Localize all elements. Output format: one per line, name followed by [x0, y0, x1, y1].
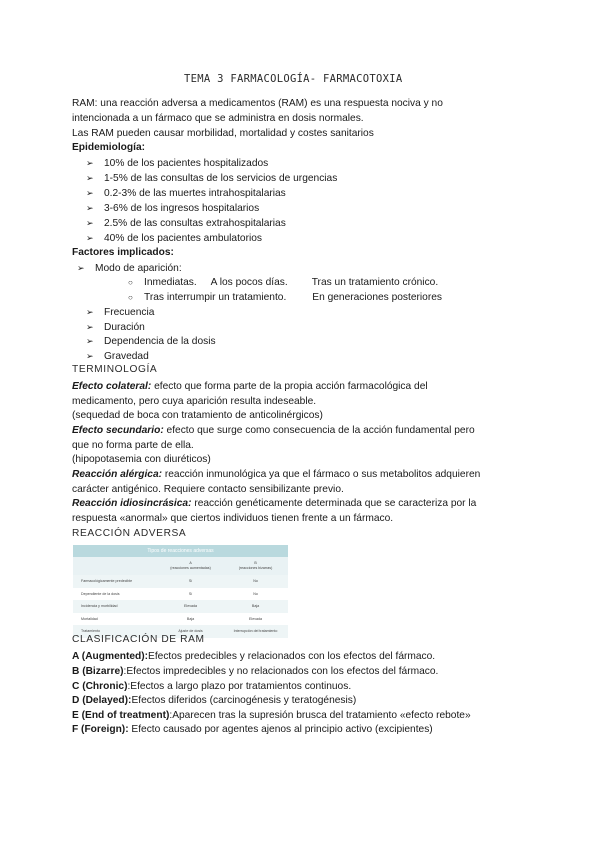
- arrow-bullet-icon: ➢: [86, 203, 94, 213]
- list-item: ➢ 3-6% de los ingresos hospitalarios: [86, 203, 260, 214]
- adverse-reaction-table: [73, 545, 288, 638]
- alergica-definition-cont: carácter antigénico. Requiere contacto sensibilizante previo.: [72, 484, 344, 495]
- classification-item: A (Augmented):Efectos predecibles y relacionados con los efectos del fármaco.: [72, 651, 436, 662]
- classification-item: E (End of treatment):Aparecen tras la supresión brusca del tratamiento «efecto rebote»: [72, 710, 471, 721]
- arrow-bullet-icon: ➢: [86, 233, 94, 243]
- table-row: Tratamiento Ajuste de dosis Interrupción del tratamiento: [73, 625, 288, 638]
- idiosincrasica-definition-cont: respuesta «anormal» que ciertos individuos tienen frente a un fármaco.: [72, 513, 394, 524]
- list-item: ➢ 0.2-3% de las muertes intrahospitalarias: [86, 188, 286, 199]
- list-item: ➢ 10% de los pacientes hospitalizados: [86, 158, 269, 169]
- arrow-bullet-icon: ➢: [86, 158, 94, 168]
- table-row: Dependiente de la dosis Sí No: [73, 588, 288, 601]
- list-item: ➢ 1-5% de las consultas de los servicios de urgencias: [86, 173, 338, 184]
- circle-bullet-icon: ○: [128, 293, 133, 302]
- sub-list-item: ○ Inmediatas. A los pocos días. Tras un tratamiento crónico.: [128, 277, 439, 288]
- list-item: ➢ Dependencia de la dosis: [86, 336, 216, 347]
- table-caption: Tipos de reacciones adversas: [73, 545, 288, 557]
- classification-item: D (Delayed):Efectos diferidos (carcinogénesis y teratogénesis): [72, 695, 357, 706]
- secundario-example: (hipopotasemia con diuréticos): [72, 454, 211, 465]
- classification-item: F (Foreign): Efecto causado por agentes ajenos al principio activo (excipientes): [72, 724, 433, 735]
- secundario-definition: Efecto secundario: efecto que surge como consecuencia de la acción fundamental pero: [72, 425, 475, 436]
- idiosincrasica-definition: Reacción idiosincrásica: reacción genéticamente determinada que se caracteriza por la: [72, 498, 477, 509]
- colateral-definition: Efecto colateral: efecto que forma parte de la propia acción farmacológica del: [72, 381, 428, 392]
- secundario-definition-cont: que no forma parte de ella.: [72, 440, 194, 451]
- ram-definition-line2: intencionada a un fármaco que se administra en dosis normales.: [72, 113, 364, 124]
- arrow-bullet-icon: ➢: [86, 188, 94, 198]
- arrow-bullet-icon: ➢: [86, 322, 94, 332]
- sub-list-item: ○ Tras interrumpir un tratamiento. En generaciones posteriores: [128, 292, 442, 303]
- epidemiology-heading: Epidemiología:: [72, 142, 146, 153]
- alergica-definition: Reacción alérgica: reacción inmunológica ya que el fármaco o sus metabolitos adquieren: [72, 469, 481, 480]
- list-item: ➢ Modo de aparición:: [77, 263, 182, 274]
- colateral-definition-cont: medicamento, pero cuya aparición resulta indeseable.: [72, 396, 317, 407]
- circle-bullet-icon: ○: [128, 278, 133, 287]
- arrow-bullet-icon: ➢: [86, 307, 94, 317]
- list-item: ➢ Frecuencia: [86, 307, 155, 318]
- page-title: TEMA 3 FARMACOLOGÍA- FARMACOTOXIA: [184, 73, 403, 85]
- arrow-bullet-icon: ➢: [86, 336, 94, 346]
- arrow-bullet-icon: ➢: [86, 173, 94, 183]
- table-row: Incidencia y morbilidad Elevada Baja: [73, 600, 288, 613]
- list-item: ➢ Duración: [86, 322, 145, 333]
- factors-heading: Factores implicados:: [72, 247, 174, 258]
- arrow-bullet-icon: ➢: [86, 218, 94, 228]
- ram-definition-line1: RAM: una reacción adversa a medicamentos (RAM) es una respuesta nociva y no: [72, 98, 443, 109]
- adverse-reaction-heading: REACCIÓN ADVERSA: [72, 528, 187, 539]
- classification-item: C (Chronic):Efectos a largo plazo por tratamientos continuos.: [72, 681, 352, 692]
- classification-item: B (Bizarre):Efectos impredecibles y no relacionados con los efectos del fármaco.: [72, 666, 439, 677]
- table-header-a: A (reacciones aumentadas): [158, 557, 223, 575]
- terminology-heading: TERMINOLOGÍA: [72, 364, 158, 375]
- ram-consequences: Las RAM pueden causar morbilidad, mortalidad y costes sanitarios: [72, 128, 374, 139]
- arrow-bullet-icon: ➢: [86, 351, 94, 361]
- table-row: Farmacológicamente predecible Sí No: [73, 575, 288, 588]
- list-item: ➢ 40% de los pacientes ambulatorios: [86, 233, 263, 244]
- table-header-empty: [73, 557, 158, 575]
- ram-label: RAM:: [72, 98, 98, 109]
- arrow-bullet-icon: ➢: [77, 263, 85, 273]
- table-header-b: B (reacciones bizarras): [223, 557, 288, 575]
- table-row: Mortalidad Baja Elevada: [73, 613, 288, 626]
- classification-heading: CLASIFICACIÓN DE RAM: [72, 634, 205, 645]
- colateral-example: (sequedad de boca con tratamiento de anticolinérgicos): [72, 410, 323, 421]
- list-item: ➢ 2.5% de las consultas extrahospitalarias: [86, 218, 286, 229]
- list-item: ➢ Gravedad: [86, 351, 149, 362]
